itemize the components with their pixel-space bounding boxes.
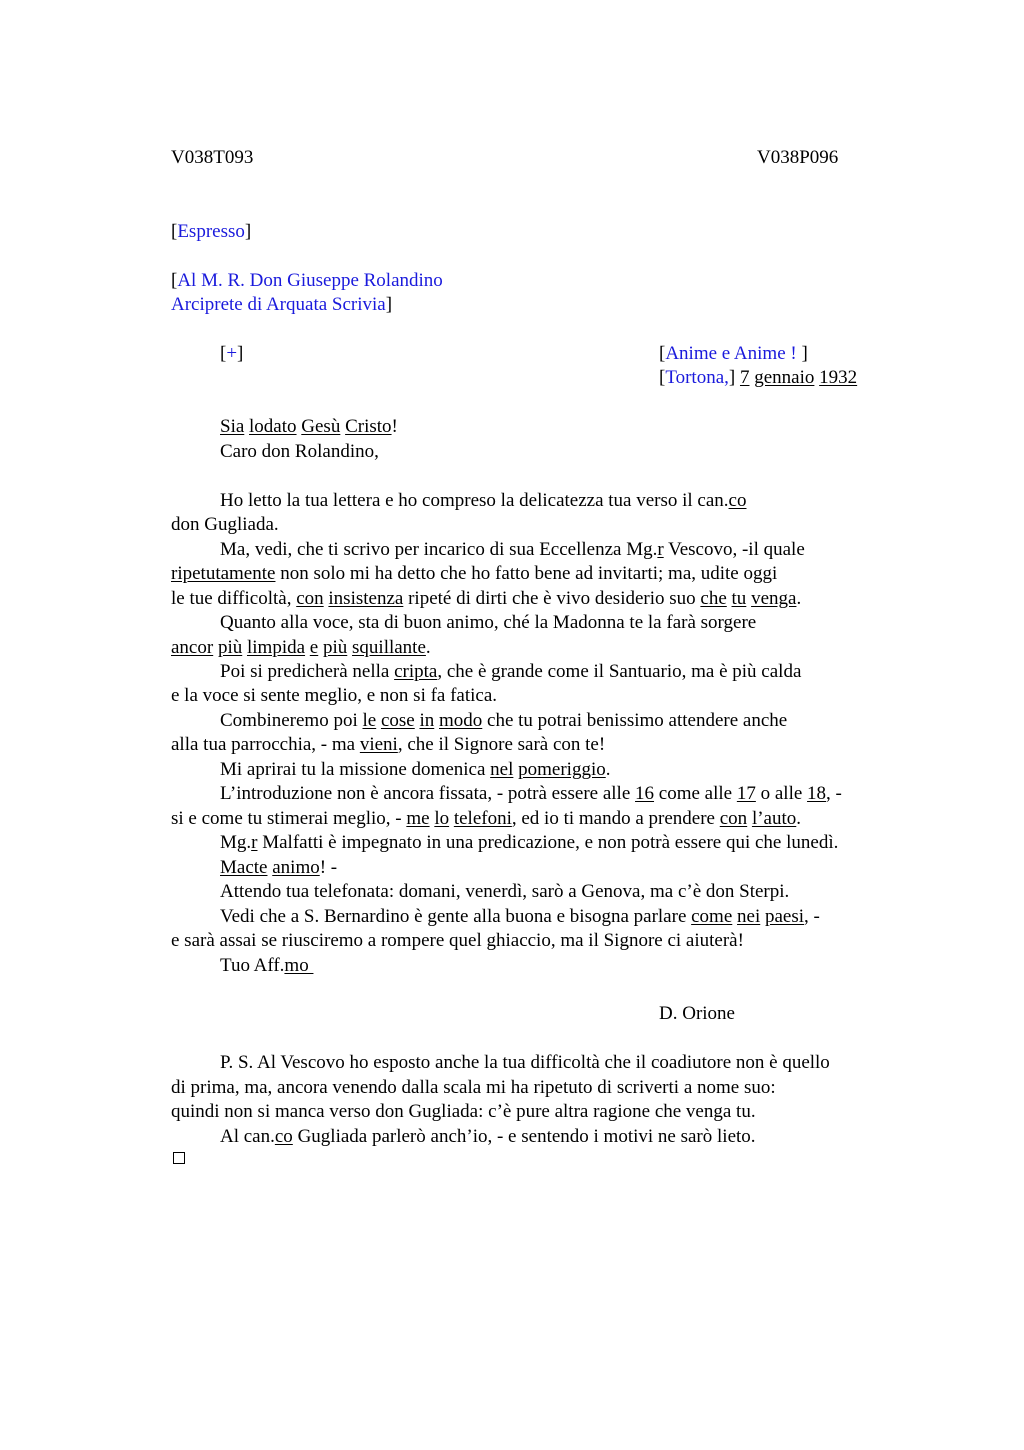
text-run: con <box>719 808 748 829</box>
text-run: lo <box>434 808 450 829</box>
text-run: . <box>605 759 611 780</box>
body-line <box>171 636 431 660</box>
text-run: Al can. <box>220 1126 275 1147</box>
text-run: in <box>419 710 435 731</box>
text-run: o alle <box>755 783 808 804</box>
date-month: gennaio <box>754 367 815 388</box>
text-run: ripeté di dirti che è vivo desiderio suo <box>403 588 701 609</box>
document-code-left: V038T093 <box>171 147 254 168</box>
greeting-word: Cristo <box>345 416 392 437</box>
text-run: nel <box>490 759 514 780</box>
text-run: , che il Signore sarà con te! <box>397 734 606 755</box>
text-run: come alle <box>654 783 737 804</box>
cross-line: [+] <box>220 343 244 364</box>
text-run: , - <box>826 783 842 804</box>
text-run: Ma, vedi, che ti scrivo per incarico di sua Eccellenza Mg. <box>220 539 658 560</box>
postscript-line <box>220 1125 756 1149</box>
text-run: e <box>309 637 319 658</box>
body-line: e sarà assai se riusciremo a rompere quel ghiaccio, ma il Signore ci aiuterà! <box>171 930 744 951</box>
addressee-line-1: [Al M. R. Don Giuseppe Rolandino <box>171 270 443 291</box>
text-run: 17 <box>736 783 756 804</box>
text-run: non solo mi ha detto che ho fatto bene ad invitarti; ma, udite oggi <box>275 563 778 584</box>
text-run: vieni <box>359 734 398 755</box>
body-line: Attendo tua telefonata: domani, venerdì, sarò a Genova, ma c’è don Sterpi. <box>220 881 790 902</box>
text-run: nei <box>737 906 761 927</box>
greeting-punct: ! <box>391 416 398 437</box>
place: Tortona, <box>665 367 729 388</box>
text-run: . <box>796 808 802 829</box>
text-run: Gugliada parlerò anch’io, - e sentendo i motivi ne sarò lieto. <box>292 1126 756 1147</box>
greeting-word: Sia <box>220 416 245 437</box>
text-run: , che è grande come il Santuario, ma è più calda <box>437 661 802 682</box>
text-run: cose <box>380 710 415 731</box>
text-run: L’introduzione non è ancora fissata, - potrà essere alle <box>220 783 636 804</box>
text-run: mo <box>284 955 314 976</box>
text-run: 18 <box>807 783 827 804</box>
postscript-line: quindi non si manca verso don Gugliada: c’è pure altra ragione che venga tu. <box>171 1101 756 1122</box>
body-line <box>220 538 805 562</box>
addressee-line-2: Arciprete di Arquata Scrivia] <box>171 294 393 315</box>
text-run: co <box>728 490 747 511</box>
body-line <box>220 831 838 855</box>
body-line <box>220 856 337 880</box>
text-run: pomeriggio <box>518 759 606 780</box>
motto: Anime e Anime ! <box>665 343 802 364</box>
text-run: Vedi che a S. Bernardino è gente alla buona e bisogna parlare <box>220 906 692 927</box>
body-line: e la voce si sente meglio, e non si fa fatica. <box>171 685 498 706</box>
text-run: Combineremo poi <box>220 710 363 731</box>
text-run: ancor <box>171 637 214 658</box>
text-run: insistenza <box>328 588 404 609</box>
text-run: limpida <box>246 637 306 658</box>
body-line <box>220 709 787 733</box>
body-line: Quanto alla voce, sta di buon animo, ché la Madonna te la farà sorgere <box>220 612 757 633</box>
postscript-line: P. S. Al Vescovo ho esposto anche la tua difficoltà che il coadiutore non è quello <box>220 1052 830 1073</box>
body-line <box>220 905 820 929</box>
text-run: Macte <box>220 857 268 878</box>
envelope-type-line: [Espresso] <box>171 221 252 242</box>
text-run: come <box>691 906 733 927</box>
text-run: me <box>406 808 430 829</box>
body-line <box>171 733 605 757</box>
text-run: r <box>251 832 258 853</box>
text-run: le <box>362 710 377 731</box>
text-run: animo <box>272 857 320 878</box>
body-line <box>220 758 610 782</box>
text-run: Mg. <box>220 832 252 853</box>
body-line <box>220 660 801 684</box>
text-run: Malfatti è impegnato in una predicazione, e non potrà essere qui che lunedì. <box>257 832 839 853</box>
body-line <box>220 782 842 806</box>
document-code-right: V038P096 <box>757 147 839 168</box>
body-line <box>171 587 801 611</box>
greeting-word: lodato <box>249 416 297 437</box>
text-run: 16 <box>635 783 655 804</box>
text-run: , - <box>804 906 820 927</box>
text-run: ripetutamente <box>171 563 276 584</box>
text-run: ! - <box>319 857 338 878</box>
text-run: . <box>425 637 431 658</box>
text-run: alla tua parrocchia, - ma <box>171 734 360 755</box>
text-run: telefoni <box>453 808 512 829</box>
cross-icon: + <box>226 343 238 364</box>
text-run: Ho letto la tua lettera e ho compreso la delicatezza tua verso il can. <box>220 490 729 511</box>
body-line <box>171 807 801 831</box>
envelope-type: Espresso <box>177 221 245 242</box>
end-square-icon <box>173 1152 185 1164</box>
date-day: 7 <box>739 367 750 388</box>
body-line <box>171 562 777 586</box>
text-run: tu <box>731 588 747 609</box>
text-run: si e come tu stimerai meglio, - <box>171 808 407 829</box>
text-run: Poi si predicherà nella <box>220 661 395 682</box>
text-run: che tu potrai benissimo attendere anche <box>482 710 788 731</box>
text-run: venga <box>751 588 797 609</box>
text-run: Mi aprirai tu la missione domenica <box>220 759 491 780</box>
text-run: cripta <box>394 661 438 682</box>
text-run: Vescovo, -il quale <box>663 539 805 560</box>
date-line: [Tortona,] 7 gennaio 1932 <box>659 367 858 388</box>
salutation: Caro don Rolandino, <box>220 441 379 462</box>
text-run: l’auto <box>751 808 797 829</box>
date-year: 1932 <box>819 367 858 388</box>
closing-line <box>220 954 313 978</box>
text-run: modo <box>439 710 483 731</box>
text-run: Tuo Aff. <box>220 955 285 976</box>
text-run: paesi <box>765 906 805 927</box>
text-run: più <box>322 637 348 658</box>
body-line <box>220 489 746 513</box>
text-run: le tue difficoltà, <box>171 588 297 609</box>
body-line: don Gugliada. <box>171 514 279 535</box>
text-run: . <box>796 588 802 609</box>
text-run: , ed io ti mando a prendere <box>511 808 720 829</box>
text-run: co <box>274 1126 293 1147</box>
signature: D. Orione <box>659 1003 735 1024</box>
greeting-line <box>220 415 398 439</box>
addressee-title: Arciprete di Arquata Scrivia <box>171 294 386 315</box>
text-run: che <box>700 588 727 609</box>
addressee-name: Al M. R. Don Giuseppe Rolandino <box>177 270 443 291</box>
motto-line: [Anime e Anime ! ] <box>659 343 808 364</box>
postscript-line: di prima, ma, ancora venendo dalla scala mi ha ripetuto di scriverti a nome suo: <box>171 1077 776 1098</box>
text-run: squillante <box>352 637 426 658</box>
text-run: con <box>296 588 324 609</box>
text-run: più <box>217 637 243 658</box>
greeting-word: Gesù <box>301 416 341 437</box>
text-run: r <box>657 539 664 560</box>
